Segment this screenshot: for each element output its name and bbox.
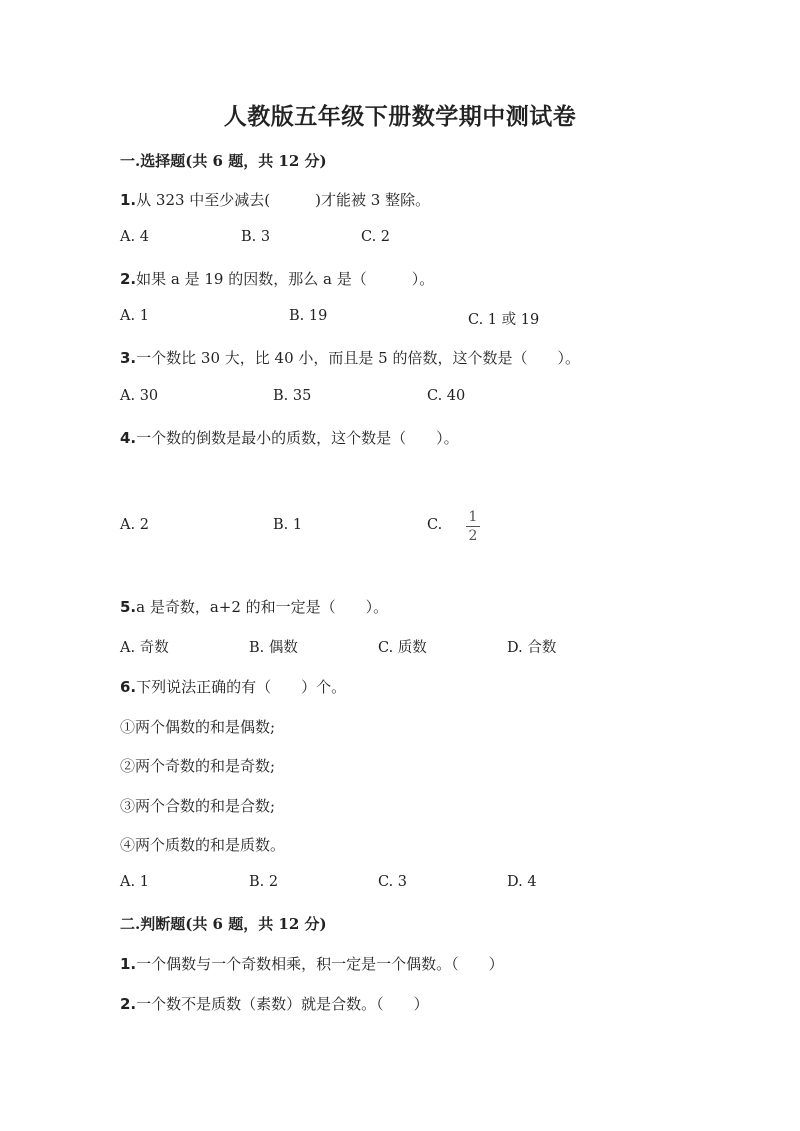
q3-option-b: B. 35 <box>273 388 312 404</box>
question-number: 3. <box>120 349 137 367</box>
q4-option-c: C. <box>427 517 443 533</box>
question-text: 一个数不是质数（素数）就是合数。（ ） <box>136 995 429 1013</box>
q5-option-c: C. 质数 <box>378 640 427 656</box>
question-text: 一个数比 30 大，比 40 小，而且是 5 的倍数，这个数是（ ）。 <box>136 349 580 367</box>
q5-option-d: D. 合数 <box>507 640 557 656</box>
q6-statement-2: ②两个奇数的和是奇数; <box>120 757 276 775</box>
q1-option-b: B. 3 <box>241 229 271 245</box>
q5-option-b: B. 偶数 <box>249 640 298 656</box>
question-text: 如果 a 是 19 的因数，那么 a 是（ ）。 <box>136 270 435 288</box>
q6-statement-3: ③两个合数的和是合数; <box>120 797 276 815</box>
q5-option-a: A. 奇数 <box>120 640 169 656</box>
fraction-bar <box>466 526 480 527</box>
question-number: 6. <box>120 678 137 696</box>
question-text: a 是奇数，a+2 的和一定是（ ）。 <box>136 598 389 616</box>
fraction-denominator: 2 <box>468 528 478 544</box>
question-4 <box>120 427 459 448</box>
q1-option-a: A. 4 <box>120 229 149 245</box>
q6-option-a: A. 1 <box>120 874 149 890</box>
q4-option-a: A. 2 <box>120 517 149 533</box>
question-number: 1. <box>120 191 137 209</box>
fraction-numerator: 1 <box>468 509 478 525</box>
question-1 <box>120 189 430 210</box>
q6-option-c: C. 3 <box>378 874 408 890</box>
section-heading-choice: 一.选择题(共 6 题，共 12 分) <box>120 152 327 170</box>
question-3 <box>120 347 580 368</box>
question-number: 2. <box>120 995 137 1013</box>
q6-option-b: B. 2 <box>249 874 279 890</box>
q3-option-c: C. 40 <box>427 388 466 404</box>
q2-option-c: C. 1 或 19 <box>468 312 540 328</box>
q1-option-c: C. 2 <box>361 229 391 245</box>
tf-question-2 <box>120 993 429 1014</box>
question-number: 5. <box>120 598 137 616</box>
question-2 <box>120 268 434 289</box>
q2-option-a: A. 1 <box>120 308 149 324</box>
question-text: 下列说法正确的有（ ）个。 <box>136 678 347 696</box>
question-text: 从 323 中至少减去( )才能被 3 整除。 <box>136 191 431 209</box>
tf-question-1 <box>120 953 504 974</box>
question-number: 1. <box>120 955 137 973</box>
section-heading-true-false: 二.判断题(共 6 题，共 12 分) <box>120 915 327 933</box>
fraction-one-half <box>466 510 480 544</box>
q6-statement-4: ④两个质数的和是质数。 <box>120 836 286 854</box>
question-text: 一个数的倒数是最小的质数，这个数是（ ）。 <box>136 429 459 447</box>
q6-option-d: D. 4 <box>507 874 537 890</box>
question-6 <box>120 676 346 697</box>
page-title: 人教版五年级下册数学期中测试卷 <box>223 103 577 130</box>
q2-option-b: B. 19 <box>289 308 328 324</box>
question-number: 2. <box>120 270 137 288</box>
question-5 <box>120 596 388 617</box>
q4-option-b: B. 1 <box>273 517 303 533</box>
question-text: 一个偶数与一个奇数相乘，积一定是一个偶数。（ ） <box>136 955 504 973</box>
q3-option-a: A. 30 <box>120 388 159 404</box>
q6-statement-1: ①两个偶数的和是偶数; <box>120 718 276 736</box>
question-number: 4. <box>120 429 137 447</box>
